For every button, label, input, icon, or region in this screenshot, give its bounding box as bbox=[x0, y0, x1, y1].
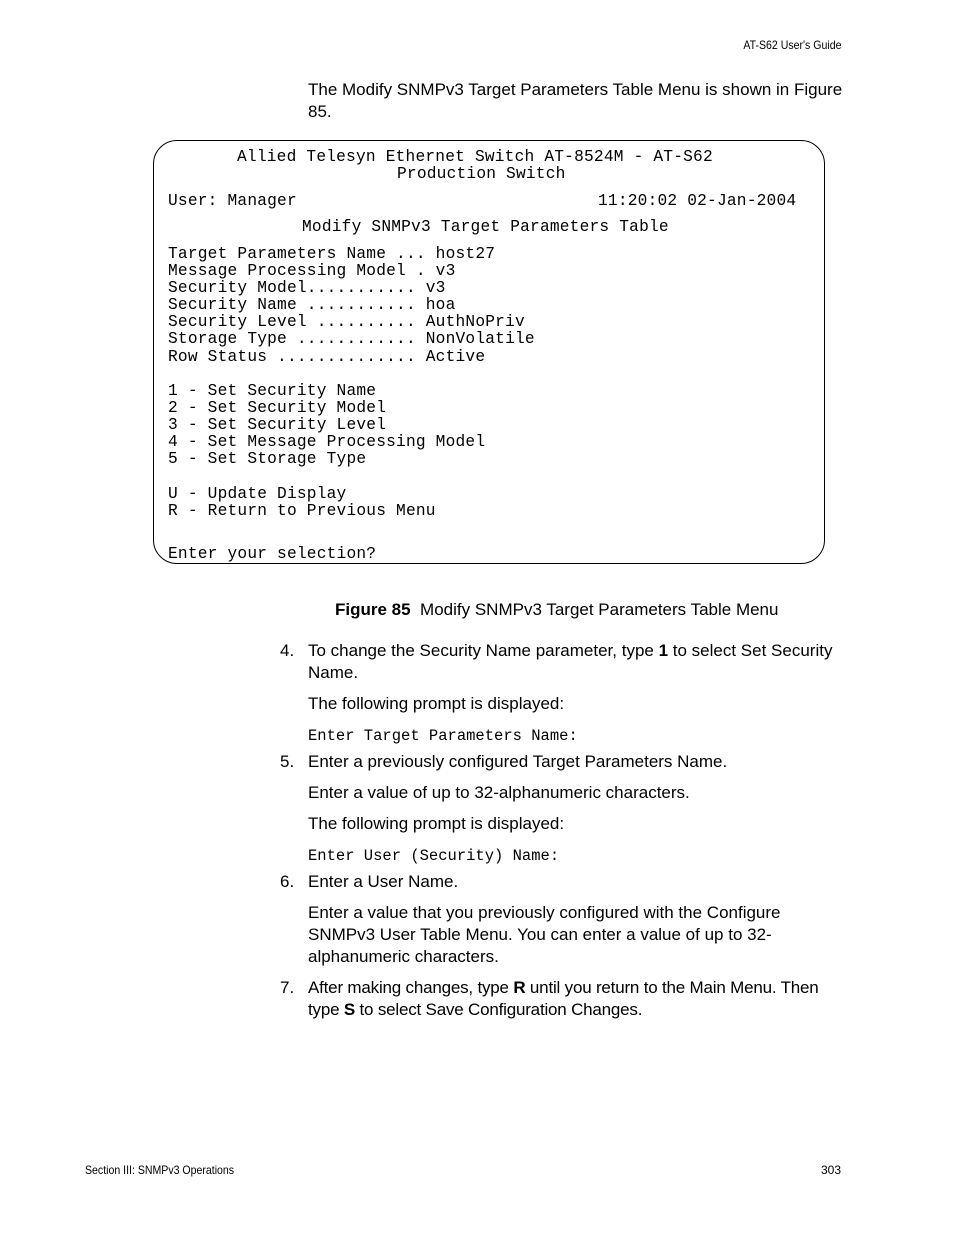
step-text: Enter a previously configured Target Parameters Name. bbox=[308, 752, 728, 771]
page-number: 303 bbox=[820, 1163, 841, 1177]
step-text: After making changes, type R until you return to the Main Menu. Then type S to select Save Configuration Changes. bbox=[308, 978, 819, 1019]
terminal-field: Target Parameters Name ... host27 bbox=[168, 245, 496, 263]
terminal-datetime: 11:20:02 02-Jan-2004 bbox=[598, 192, 797, 210]
step-detail: Enter a value of up to 32-alphanumeric characters. bbox=[308, 783, 690, 802]
terminal-field: Security Model........... v3 bbox=[168, 279, 446, 297]
terminal-option: 5 - Set Storage Type bbox=[168, 450, 367, 468]
intro-paragraph: The Modify SNMPv3 Target Parameters Table Menu is shown in Figure 85. bbox=[308, 80, 843, 121]
prompt-code: Enter User (Security) Name: bbox=[308, 847, 560, 865]
terminal-subtitle: Production Switch bbox=[397, 165, 566, 183]
terminal-option: 2 - Set Security Model bbox=[168, 399, 387, 417]
terminal-command: R - Return to Previous Menu bbox=[168, 502, 436, 520]
figure-caption-text: Modify SNMPv3 Target Parameters Table Menu bbox=[420, 600, 779, 619]
terminal-option: 1 - Set Security Name bbox=[168, 382, 377, 400]
terminal-field: Message Processing Model . v3 bbox=[168, 262, 456, 280]
step-text: Enter a User Name. bbox=[308, 872, 459, 891]
terminal-field: Security Name ........... hoa bbox=[168, 296, 456, 314]
step-follow: The following prompt is displayed: bbox=[308, 694, 565, 713]
step-text: To change the Security Name parameter, type 1 to select Set Security Name. bbox=[308, 641, 833, 682]
step-detail: Enter a value that you previously configured with the Configure SNMPv3 User Table Menu. You can enter a value of up to 32-alphanumeric characters. bbox=[308, 903, 781, 966]
terminal-title: Allied Telesyn Ethernet Switch AT-8524M - AT-S62 bbox=[237, 148, 713, 166]
step-follow: The following prompt is displayed: bbox=[308, 814, 565, 833]
footer-section: Section III: SNMPv3 Operations bbox=[85, 1163, 235, 1177]
running-header: AT-S62 User's Guide bbox=[742, 38, 841, 52]
terminal-field: Security Level .......... AuthNoPriv bbox=[168, 313, 525, 331]
terminal-command: U - Update Display bbox=[168, 485, 347, 503]
terminal-option: 3 - Set Security Level bbox=[168, 416, 387, 434]
key-label: 1 bbox=[658, 641, 669, 660]
step-number: 4. bbox=[280, 641, 295, 660]
figure-label: Figure 85 bbox=[335, 600, 411, 619]
key-label: S bbox=[343, 1000, 355, 1019]
prompt-code: Enter Target Parameters Name: bbox=[308, 727, 578, 745]
terminal-field: Row Status .............. Active bbox=[168, 348, 486, 366]
key-label: R bbox=[513, 978, 526, 997]
terminal-option: 4 - Set Message Processing Model bbox=[168, 433, 486, 451]
terminal-menu-title: Modify SNMPv3 Target Parameters Table bbox=[302, 218, 669, 236]
terminal-prompt: Enter your selection? bbox=[168, 545, 377, 563]
terminal-screen bbox=[153, 140, 825, 564]
step-number: 6. bbox=[280, 872, 295, 891]
terminal-user: User: Manager bbox=[168, 192, 297, 210]
terminal-field: Storage Type ............ NonVolatile bbox=[168, 330, 535, 348]
figure-caption bbox=[335, 600, 778, 620]
step-number: 5. bbox=[280, 752, 295, 771]
step-number: 7. bbox=[280, 978, 295, 997]
